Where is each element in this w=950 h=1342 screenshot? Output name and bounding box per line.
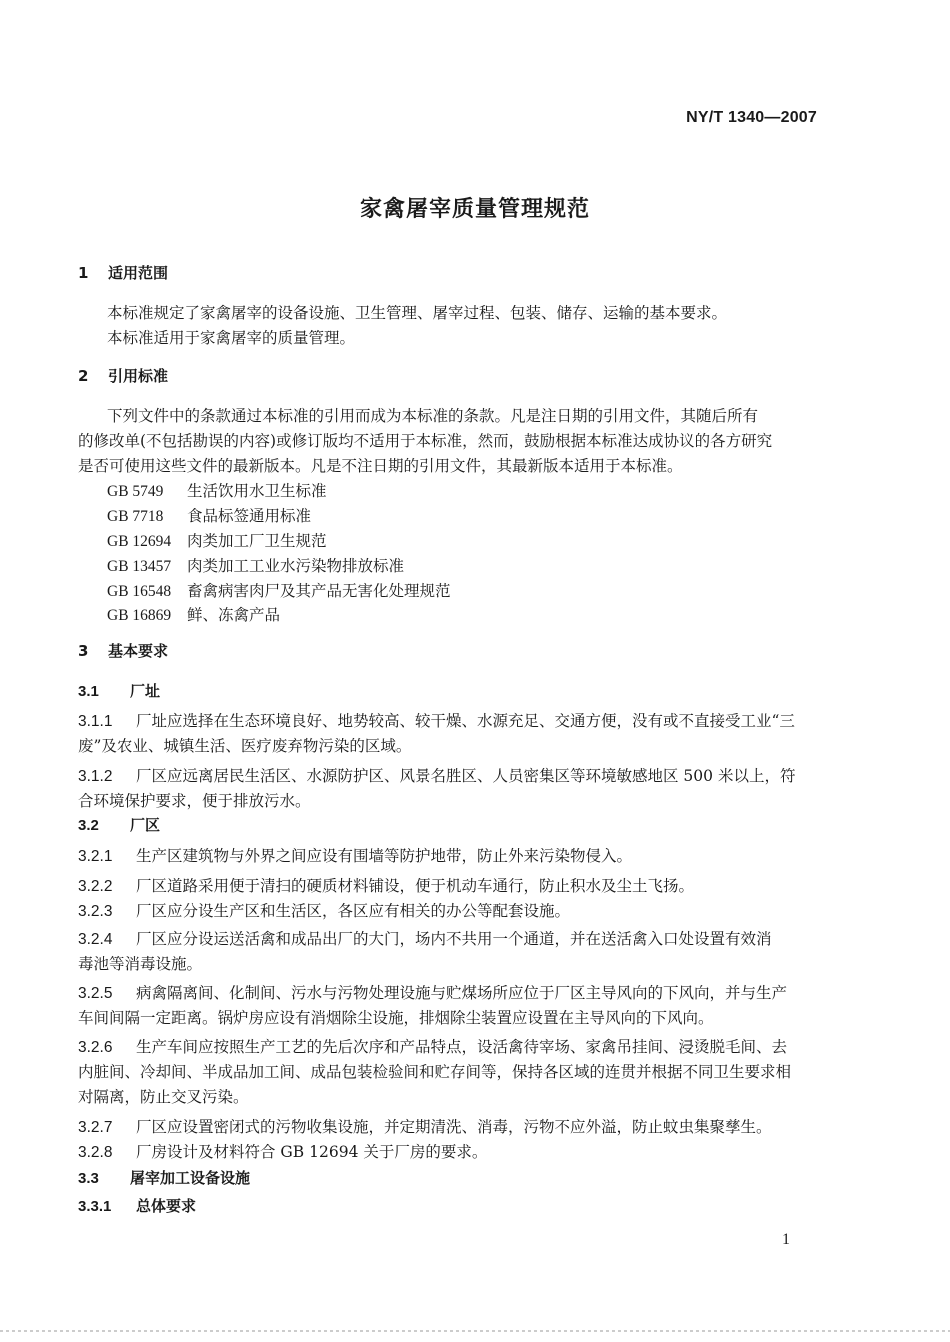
section-3-heading [78,641,168,661]
subsection-3-3-heading [78,1168,250,1189]
section-2-title: 引用标准 [108,367,169,385]
clause-text: 厂房设计及材料符合 GB 12694 关于厂房的要求。 [136,1143,488,1161]
clause-number: 3.2.5 [78,985,113,1002]
clause-3-1-2-line-1 [78,766,795,787]
clause-3-2-2 [78,876,694,897]
clause-number: 3.2.7 [78,1119,113,1136]
clause-text: 厂区应分设运送活禽和成品出厂的大门，场内不共用一个通道，并在送活禽入口处设置有效消 [136,930,772,948]
clause-text: 生产车间应按照生产工艺的先后次序和产品特点，设活禽待宰场、家禽吊挂间、浸烫脱毛间、去 [136,1038,788,1056]
subsection-number: 3.3 [78,1170,99,1187]
clause-3-1-1-line-1 [78,711,795,732]
clause-3-2-7 [78,1117,772,1138]
clause-3-2-1 [78,846,632,867]
subsection-number: 3.2 [78,817,99,834]
reference-item [107,531,327,552]
clause-number: 3.2.2 [78,878,113,895]
reference-code: GB 5749 [107,483,164,500]
clause-title: 总体要求 [136,1197,197,1215]
clause-3-2-4-line-1 [78,929,772,950]
section-1-heading [78,263,168,283]
clause-3-2-5-line-1 [78,983,787,1004]
clause-3-2-6-line-3: 对隔离，防止交叉污染。 [78,1088,249,1106]
subsection-title: 厂区 [130,816,161,834]
clause-text: 厂区应远离居民生活区、水源防护区、风景名胜区、人员密集区等环境敏感地区 500 米以上，符 [136,767,796,785]
reference-item [107,506,311,527]
section-2-heading [78,366,168,386]
reference-item [107,481,327,502]
scan-edge-divider [0,1330,950,1332]
section-1-title: 适用范围 [108,264,169,282]
clause-3-1-1-line-2: 废”及农业、城镇生活、医疗废弃物污染的区域。 [78,737,412,755]
page-number: 1 [782,1231,790,1248]
document-title: 家禽屠宰质量管理规范 [359,197,590,222]
clause-number: 3.2.6 [78,1039,113,1056]
section-3-number: 3 [78,642,89,660]
reference-name: 鲜、冻禽产品 [187,606,281,624]
reference-name: 畜禽病害肉尸及其产品无害化处理规范 [187,582,451,600]
reference-name: 食品标签通用标准 [187,507,312,525]
clause-text: 厂区应分设生产区和生活区，各区应有相关的办公等配套设施。 [136,902,571,920]
clause-number: 3.2.4 [78,931,113,948]
clause-text: 厂区应设置密闭式的污物收集设施，并定期清洗、消毒，污物不应外溢，防止蚊虫集聚孳生。 [136,1118,772,1136]
clause-3-1-2-line-2: 合环境保护要求，便于排放污水。 [78,792,311,810]
reference-item [107,581,451,602]
clause-number: 3.1.1 [78,713,113,730]
section-2-number: 2 [78,367,89,385]
clause-3-2-8 [78,1142,487,1163]
reference-code: GB 16548 [107,583,172,600]
section-1-paragraph-1: 本标准规定了家禽屠宰的设备设施、卫生管理、屠宰过程、包装、储存、运输的基本要求。 [107,304,728,322]
subsection-title: 屠宰加工设备设施 [130,1169,251,1187]
clause-text: 病禽隔离间、化制间、污水与污物处理设施与贮煤场所应位于厂区主导风向的下风向，并与生产 [136,984,788,1002]
clause-3-2-3 [78,901,570,922]
reference-name: 生活饮用水卫生标准 [187,482,327,500]
section-3-title: 基本要求 [108,642,169,660]
clause-text: 厂址应选择在生态环境良好、地势较高、较干燥、水源充足、交通方便，没有或不直接受工业“三 [136,712,795,730]
section-1-paragraph-2: 本标准适用于家禽屠宰的质量管理。 [107,329,356,347]
clause-number: 3.3.1 [78,1198,112,1215]
clause-number: 3.2.8 [78,1144,113,1161]
subsection-title: 厂址 [130,682,161,700]
reference-name: 肉类加工工业水污染物排放标准 [187,557,405,575]
clause-number: 3.2.3 [78,903,113,920]
section-1-number: 1 [78,264,89,282]
clause-3-2-5-line-2: 车间间隔一定距离。锅炉房应设有消烟除尘设施，排烟除尘装置应设置在主导风向的下风向。 [78,1009,714,1027]
reference-code: GB 12694 [107,533,172,550]
section-2-paragraph-line-3: 是否可使用这些文件的最新版本。凡是不注日期的引用文件，其最新版本适用于本标准。 [78,457,683,475]
subsection-3-2-heading [78,815,160,836]
clause-text: 厂区道路采用便于清扫的硬质材料铺设，便于机动车通行，防止积水及尘土飞扬。 [136,877,695,895]
clause-3-2-6-line-1 [78,1037,787,1058]
reference-code: GB 16869 [107,607,172,624]
reference-item [107,605,280,626]
reference-name: 肉类加工厂卫生规范 [187,532,327,550]
subsection-number: 3.1 [78,683,99,700]
clause-number: 3.1.2 [78,768,113,785]
section-2-paragraph-line-2: 的修改单(不包括勘误的内容)或修订版均不适用于本标准，然而，鼓励根据本标准达成协议的各方研究 [78,432,773,450]
standard-code: NY/T 1340—2007 [686,109,817,126]
clause-3-2-4-line-2: 毒池等消毒设施。 [78,955,203,973]
subsection-3-1-heading [78,681,160,702]
clause-3-2-6-line-2: 内脏间、冷却间、半成品加工间、成品包装检验间和贮存间等，保持各区域的连贯并根据不同卫生要求相 [78,1063,792,1081]
section-2-paragraph-line-1: 下列文件中的条款通过本标准的引用而成为本标准的条款。凡是注日期的引用文件，其随后所有 [107,407,759,425]
reference-item [107,556,404,577]
reference-code: GB 7718 [107,508,164,525]
clause-3-3-1-heading [78,1196,196,1217]
clause-text: 生产区建筑物与外界之间应设有围墙等防护地带，防止外来污染物侵入。 [136,847,633,865]
clause-number: 3.2.1 [78,848,113,865]
reference-code: GB 13457 [107,558,172,575]
